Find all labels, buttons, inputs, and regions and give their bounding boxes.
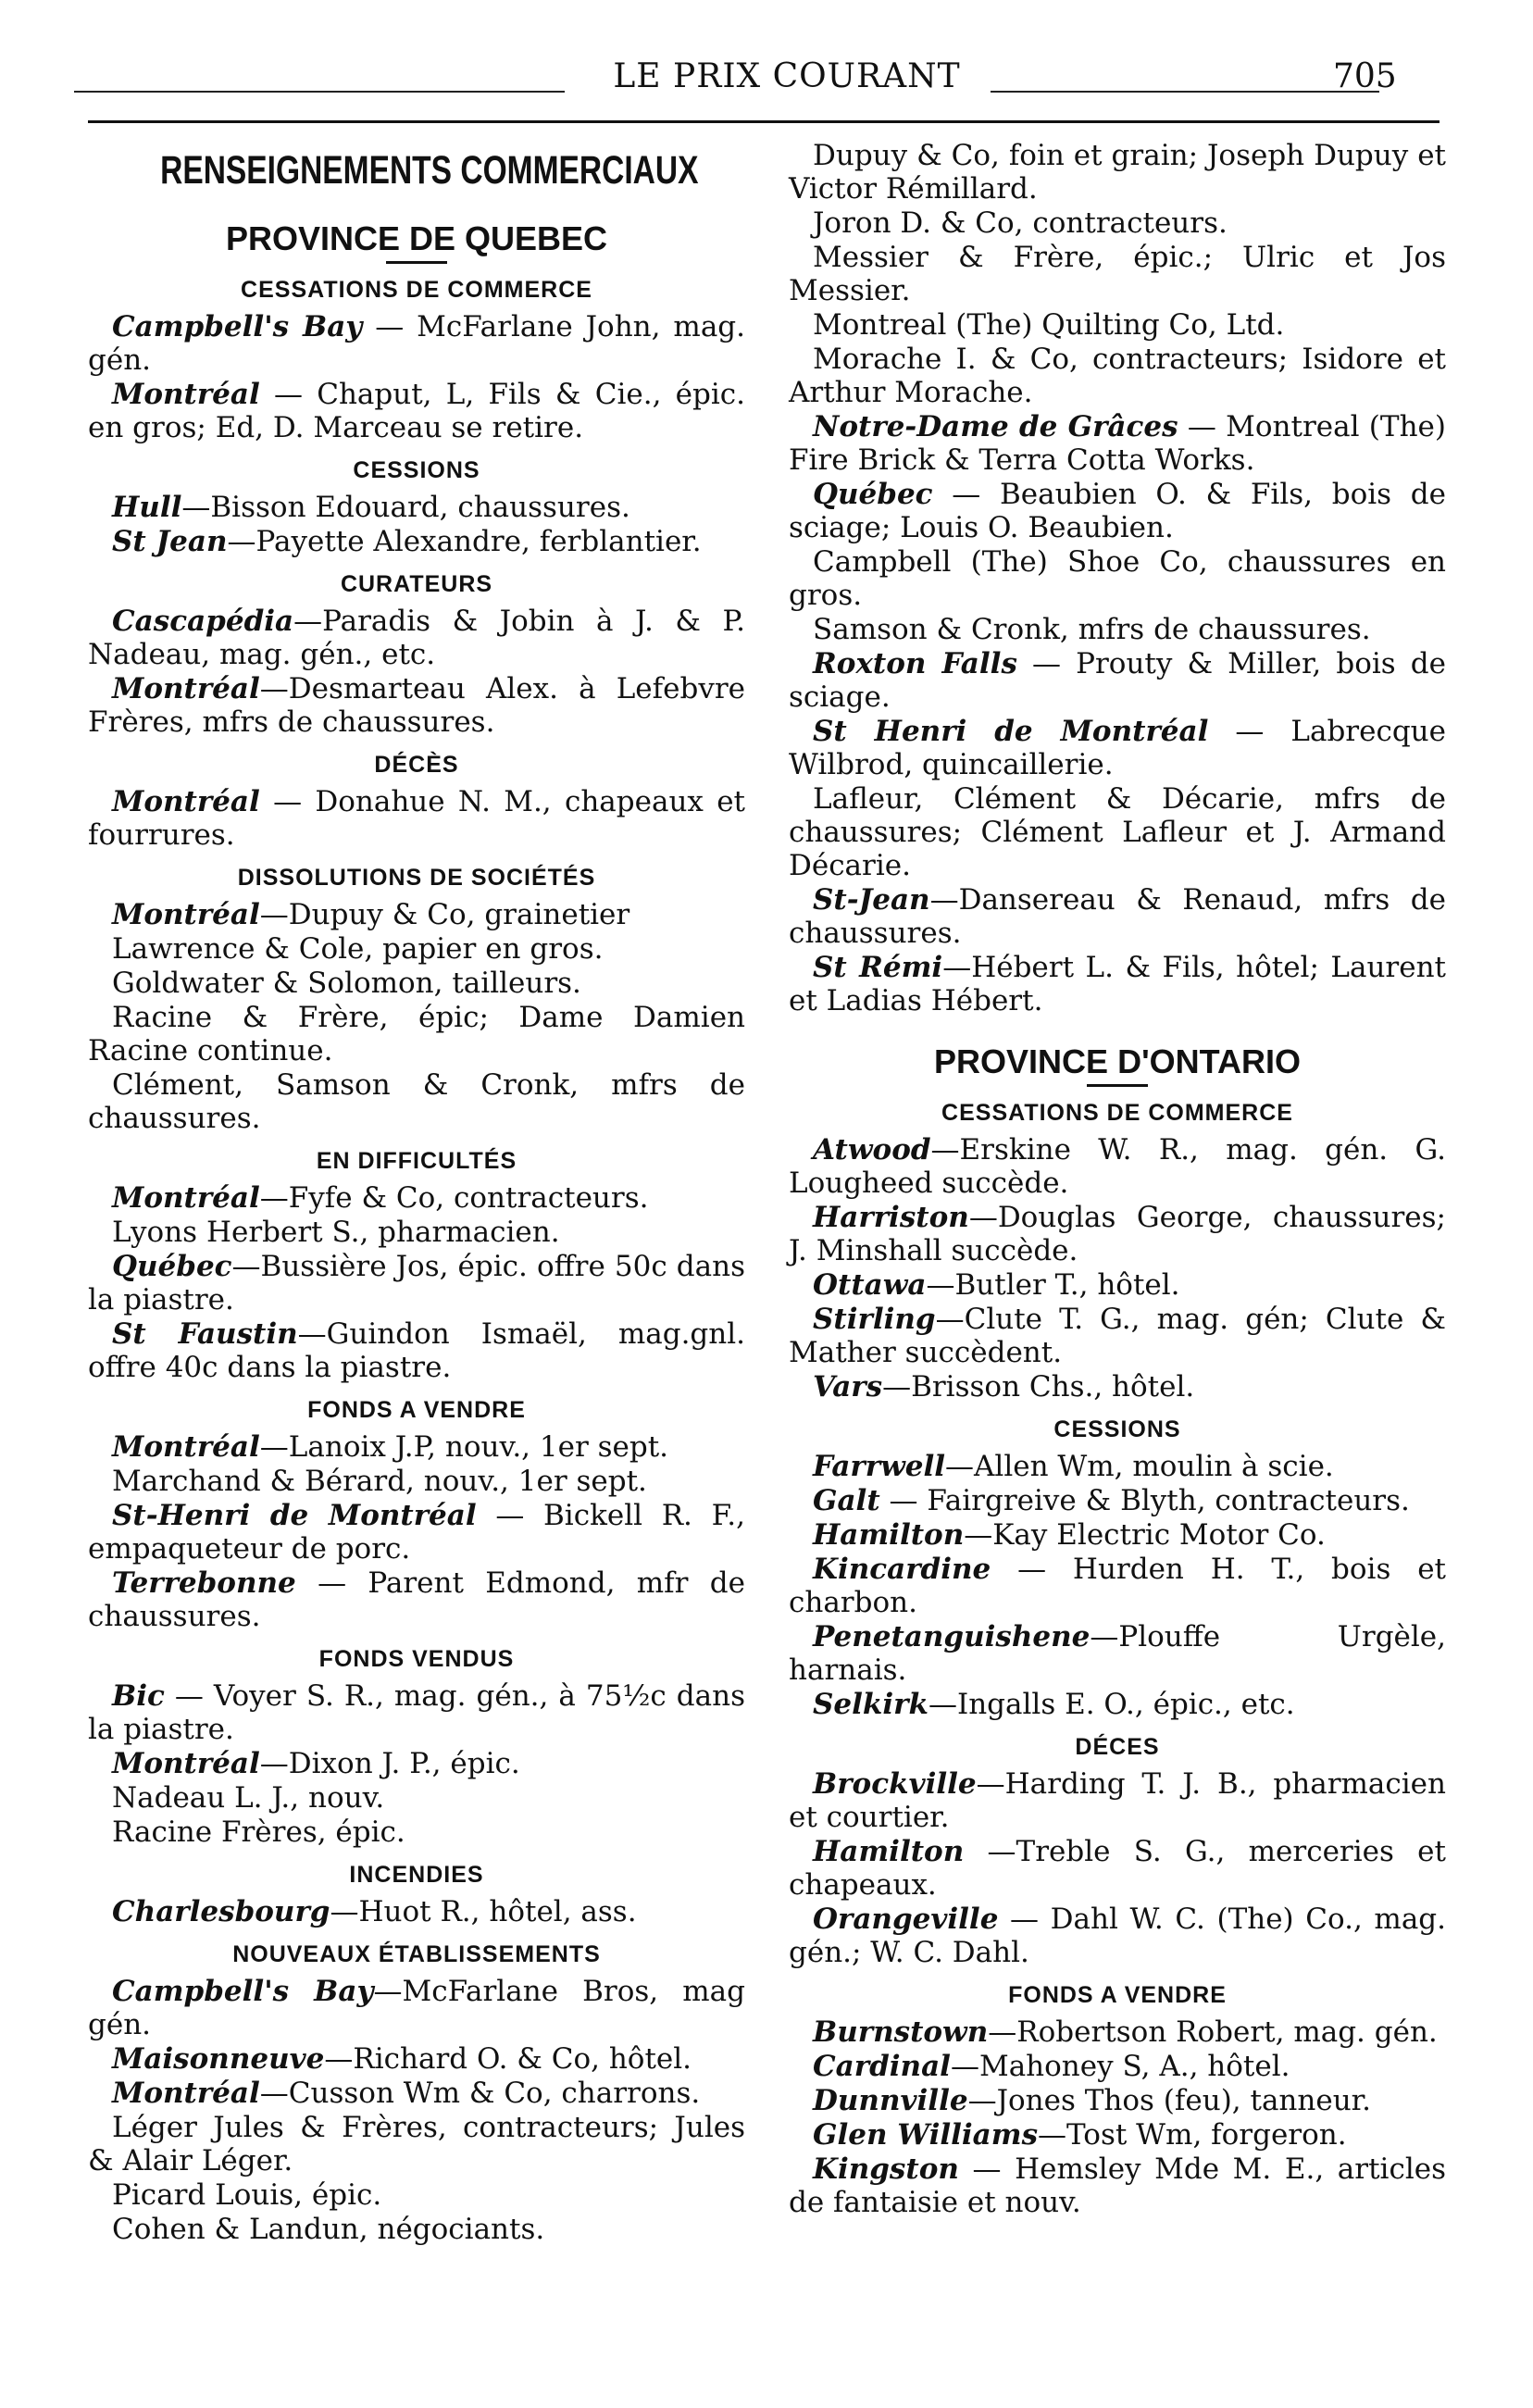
listing-text: Samson & Cronk, mfrs de chaussures. bbox=[813, 613, 1371, 646]
listing-place: Penetanguishene bbox=[813, 1620, 1091, 1653]
listing-entry bbox=[88, 605, 745, 671]
listing-text: —Erskine W. R., mag. gén. G. Lougheed succède. bbox=[789, 1133, 1446, 1200]
listing-text: — Dahl W. C. (The) Co., mag. gén.; W. C. Dahl. bbox=[789, 1903, 1446, 1969]
listing-place: St-Jean bbox=[813, 883, 930, 917]
listing-entry bbox=[789, 206, 1446, 240]
section-heading: CURATEURS bbox=[340, 571, 493, 597]
listing-text: —Clute T. G., mag. gén; Clute & Mather succèdent. bbox=[789, 1303, 1446, 1369]
listing-place: Montréal bbox=[112, 785, 260, 818]
listing-place: Stirling bbox=[813, 1303, 936, 1336]
listing-place: St Rémi bbox=[813, 951, 943, 984]
section-heading: FONDS A VENDRE bbox=[1008, 1982, 1227, 2008]
header-divider bbox=[88, 120, 1440, 123]
listing-entry bbox=[789, 2015, 1446, 2049]
listing-text: — Hemsley Mde M. E., articles de fantaisie et nouv. bbox=[789, 2152, 1446, 2219]
listing-entry bbox=[88, 1430, 745, 1464]
province-heading-quebec: PROVINCE DE QUEBEC bbox=[225, 219, 608, 257]
listing-entry bbox=[88, 1001, 745, 1067]
listing-text: — Labrecque Wilbrod, quincaillerie. bbox=[789, 715, 1446, 781]
listing-entry bbox=[789, 1133, 1446, 1200]
page-header bbox=[65, 57, 1435, 104]
listing-entry bbox=[88, 932, 745, 966]
listing-entry bbox=[88, 1975, 745, 2041]
listing-text: —Allen Wm, moulin à scie. bbox=[945, 1450, 1334, 1483]
section-heading: FONDS VENDUS bbox=[318, 1646, 515, 1672]
listing-place: Hamilton bbox=[813, 1518, 965, 1552]
header-rule-left bbox=[74, 91, 565, 93]
listing-entry bbox=[88, 672, 745, 739]
listing-entry bbox=[88, 1068, 745, 1135]
listing-place: Vars bbox=[813, 1370, 883, 1404]
listing-place: Bic bbox=[112, 1679, 165, 1713]
province-heading-ontario: PROVINCE D'ONTARIO bbox=[934, 1042, 1301, 1080]
page-number: 705 bbox=[1333, 57, 1397, 95]
listing-entry bbox=[789, 883, 1446, 950]
listing-entry bbox=[789, 1484, 1446, 1517]
listing-entry bbox=[789, 1903, 1446, 1969]
listing-entry bbox=[789, 545, 1446, 612]
listing-text: —Fyfe & Co, contracteurs. bbox=[259, 1181, 649, 1215]
listing-text: Racine & Frère, épic; Dame Damien Racine continue. bbox=[88, 1001, 745, 1067]
listing-entry bbox=[789, 647, 1446, 714]
listing-place: Ottawa bbox=[813, 1268, 927, 1302]
listing-entry bbox=[88, 2077, 745, 2110]
listing-entry bbox=[789, 1303, 1446, 1369]
listing-text: —Mahoney S, A., hôtel. bbox=[950, 2050, 1290, 2083]
listing-entry bbox=[789, 308, 1446, 342]
listing-text: — Donahue N. M., chapeaux et fourrures. bbox=[88, 785, 745, 852]
listing-place: Orangeville bbox=[813, 1903, 999, 1936]
listing-text: —Paradis & Jobin à J. & P. Nadeau, mag. gén., etc. bbox=[88, 605, 745, 671]
listing-text: — Prouty & Miller, bois de sciage. bbox=[789, 647, 1446, 714]
listing-place: Harriston bbox=[813, 1201, 969, 1234]
listing-entry bbox=[789, 1553, 1446, 1619]
listing-text: Lyons Herbert S., pharmacien. bbox=[112, 1216, 560, 1249]
listing-text: —Jones Thos (feu), tanneur. bbox=[967, 2084, 1371, 2117]
province-rule bbox=[1087, 1084, 1148, 1087]
listing-entry bbox=[789, 1518, 1446, 1552]
listing-entry bbox=[88, 1216, 745, 1249]
section-heading: DISSOLUTIONS DE SOCIÉTÉS bbox=[237, 865, 596, 891]
listing-place: Selkirk bbox=[813, 1688, 929, 1721]
province-rule bbox=[386, 261, 447, 264]
listing-place: Maisonneuve bbox=[112, 2042, 325, 2076]
listing-place: Montréal bbox=[112, 1181, 260, 1215]
listing-entry bbox=[789, 2050, 1446, 2083]
listing-text: Racine Frères, épic. bbox=[112, 1815, 405, 1849]
listing-text: — Montreal (The) Fire Brick & Terra Cotta Works. bbox=[789, 410, 1446, 477]
listing-entry bbox=[88, 378, 745, 444]
listing-text: —Dupuy & Co, grainetier bbox=[259, 898, 630, 931]
listing-place: Burnstown bbox=[813, 2015, 989, 2049]
listing-entry bbox=[789, 715, 1446, 781]
listing-entry bbox=[789, 410, 1446, 477]
listing-text: —Hébert L. & Fils, hôtel; Laurent et Ladias Hébert. bbox=[789, 951, 1447, 1017]
listing-entry bbox=[789, 1835, 1446, 1902]
listing-text: — McFarlane John, mag. gén. bbox=[88, 310, 745, 377]
main-title: RENSEIGNEMENTS COMMERCIAUX bbox=[160, 148, 699, 193]
listing-place: Campbell's Bay bbox=[112, 310, 363, 343]
listing-text: —Guindon Ismaël, mag.gnl. offre 40c dans la piastre. bbox=[88, 1317, 745, 1384]
listing-place: Hull bbox=[112, 491, 182, 524]
listing-text: —Tost Wm, forgeron. bbox=[1038, 2118, 1347, 2152]
listing-text: Lafleur, Clément & Décarie, mfrs de chaussures; Clément Lafleur et J. Armand Décarie. bbox=[789, 782, 1446, 882]
listing-place: Brockville bbox=[813, 1767, 977, 1801]
section-heading: CESSIONS bbox=[353, 457, 480, 483]
right-column bbox=[789, 139, 1446, 2220]
listing-entry bbox=[789, 2118, 1446, 2152]
listing-place: Roxton Falls bbox=[813, 647, 1017, 680]
listing-text: —Desmarteau Alex. à Lefebvre Frères, mfrs de chaussures. bbox=[88, 672, 745, 739]
listing-entry bbox=[88, 525, 745, 558]
section-heading: NOUVEAUX ÉTABLISSEMENTS bbox=[232, 1941, 601, 1967]
listing-place: Galt bbox=[813, 1484, 880, 1517]
listing-text: —Treble S. G., merceries et chapeaux. bbox=[789, 1835, 1446, 1902]
listing-entry bbox=[88, 1465, 745, 1498]
listing-entry bbox=[88, 1317, 745, 1384]
listing-text: —Lanoix J.P, nouv., 1er sept. bbox=[259, 1430, 669, 1464]
listing-place: Montréal bbox=[112, 1747, 260, 1780]
listing-entry bbox=[789, 782, 1446, 882]
listing-entry bbox=[789, 1268, 1446, 1302]
listing-text: —Brisson Chs., hôtel. bbox=[882, 1370, 1195, 1404]
quebec-continuation bbox=[789, 139, 1446, 1017]
listing-text: Montreal (The) Quilting Co, Ltd. bbox=[813, 308, 1285, 342]
ontario-sections bbox=[789, 1096, 1446, 2219]
listing-entry bbox=[88, 1566, 745, 1633]
listing-place: Notre-Dame de Grâces bbox=[813, 410, 1178, 443]
listing-text: —Cusson Wm & Co, charrons. bbox=[259, 2077, 701, 2110]
listing-text: Joron D. & Co, contracteurs. bbox=[813, 206, 1228, 240]
listing-text: Clément, Samson & Cronk, mfrs de chaussures. bbox=[88, 1068, 745, 1135]
section-heading: INCENDIES bbox=[349, 1862, 484, 1888]
listing-text: Goldwater & Solomon, tailleurs. bbox=[112, 967, 581, 1000]
listing-place: St-Henri de Montréal bbox=[112, 1499, 477, 1532]
listing-text: —Ingalls E. O., épic., etc. bbox=[928, 1688, 1295, 1721]
listing-text: — Voyer S. R., mag. gén., à 75½c dans la piastre. bbox=[88, 1679, 745, 1746]
listing-entry bbox=[789, 2152, 1446, 2219]
listing-entry bbox=[789, 1201, 1446, 1267]
listing-text: —Bussière Jos, épic. offre 50c dans la piastre. bbox=[88, 1250, 745, 1316]
listing-entry bbox=[789, 613, 1446, 646]
listing-entry bbox=[789, 1620, 1446, 1687]
listing-text: — Beaubien O. & Fils, bois de sciage; Louis O. Beaubien. bbox=[789, 478, 1446, 544]
listing-text: Marchand & Bérard, nouv., 1er sept. bbox=[112, 1465, 647, 1498]
listing-text: —Dixon J. P., épic. bbox=[259, 1747, 520, 1780]
section-heading: FONDS A VENDRE bbox=[307, 1397, 526, 1423]
listing-place: Charlesbourg bbox=[112, 1895, 330, 1928]
listing-entry bbox=[789, 2084, 1446, 2117]
listing-entry bbox=[789, 1370, 1446, 1404]
section-heading: CESSATIONS DE COMMERCE bbox=[941, 1100, 1293, 1126]
listing-entry bbox=[88, 1250, 745, 1316]
listing-entry bbox=[88, 2178, 745, 2212]
listing-place: Montréal bbox=[112, 378, 260, 411]
listing-place: Campbell's Bay bbox=[112, 1975, 374, 2008]
listing-text: —Huot R., hôtel, ass. bbox=[330, 1895, 637, 1928]
section-heading: DÉCES bbox=[1075, 1734, 1160, 1760]
listing-text: —Payette Alexandre, ferblantier. bbox=[227, 525, 702, 558]
header-rule-right bbox=[991, 91, 1379, 93]
listing-text: Lawrence & Cole, papier en gros. bbox=[112, 932, 604, 966]
left-column bbox=[88, 139, 745, 2247]
listing-place: Atwood bbox=[813, 1133, 931, 1167]
listing-text: Campbell (The) Shoe Co, chaussures en gros. bbox=[789, 545, 1446, 612]
listing-entry bbox=[88, 1781, 745, 1815]
section-heading: CESSIONS bbox=[1053, 1416, 1181, 1442]
listing-place: Montréal bbox=[112, 898, 260, 931]
section-heading: EN DIFFICULTÉS bbox=[316, 1148, 517, 1174]
listing-place: Québec bbox=[112, 1250, 232, 1283]
listing-place: St Henri de Montréal bbox=[813, 715, 1209, 748]
listing-entry bbox=[88, 1895, 745, 1928]
listing-entry bbox=[789, 1688, 1446, 1721]
listing-entry bbox=[88, 1499, 745, 1566]
listing-text: —Plouffe Urgèle, harnais. bbox=[789, 1620, 1446, 1687]
listing-place: Hamilton bbox=[813, 1835, 965, 1868]
listing-text: — Chaput, L, Fils & Cie., épic. en gros; Ed, D. Marceau se retire. bbox=[88, 378, 745, 444]
listing-entry bbox=[88, 491, 745, 524]
quebec-sections bbox=[88, 273, 745, 2246]
listing-place: Dunnville bbox=[813, 2084, 968, 2117]
listing-place: Kincardine bbox=[813, 1553, 991, 1586]
listing-entry bbox=[88, 967, 745, 1000]
listing-entry bbox=[88, 310, 745, 377]
listing-text: —Dansereau & Renaud, mfrs de chaussures. bbox=[789, 883, 1446, 950]
listing-text: — Parent Edmond, mfr de chaussures. bbox=[88, 1566, 745, 1633]
listing-entry bbox=[88, 2042, 745, 2076]
listing-entry bbox=[88, 1747, 745, 1780]
listing-place: Montréal bbox=[112, 672, 260, 705]
listing-place: Québec bbox=[813, 478, 933, 511]
listing-place: St Jean bbox=[112, 525, 228, 558]
listing-entry bbox=[789, 241, 1446, 307]
listing-place: Glen Williams bbox=[813, 2118, 1039, 2152]
listing-entry bbox=[789, 478, 1446, 544]
section-heading: CESSATIONS DE COMMERCE bbox=[241, 277, 592, 303]
listing-text: —Butler T., hôtel. bbox=[926, 1268, 1180, 1302]
listing-entry bbox=[789, 1767, 1446, 1834]
listing-text: — Fairgreive & Blyth, contracteurs. bbox=[879, 1484, 1410, 1517]
listing-text: Cohen & Landun, négociants. bbox=[112, 2213, 545, 2246]
listing-text: Picard Louis, épic. bbox=[112, 2178, 382, 2212]
listing-text: —McFarlane Bros, mag gén. bbox=[88, 1975, 745, 2041]
listing-entry bbox=[88, 898, 745, 931]
listing-entry bbox=[88, 785, 745, 852]
listing-entry bbox=[88, 2111, 745, 2177]
listing-text: Léger Jules & Frères, contracteurs; Jules & Alair Léger. bbox=[88, 2111, 745, 2177]
running-title: LE PRIX COURANT bbox=[613, 57, 961, 95]
listing-entry bbox=[88, 1181, 745, 1215]
listing-text: Dupuy & Co, foin et grain; Joseph Dupuy et Victor Rémillard. bbox=[789, 139, 1446, 206]
listing-text: — Bickell R. F., empaqueteur de porc. bbox=[88, 1499, 745, 1566]
listing-text: —Douglas George, chaussures; J. Minshall succède. bbox=[789, 1201, 1446, 1267]
listing-place: Farrwell bbox=[813, 1450, 946, 1483]
listing-text: Messier & Frère, épic.; Ulric et Jos Messier. bbox=[789, 241, 1446, 307]
listing-place: Montréal bbox=[112, 2077, 260, 2110]
listing-entry bbox=[88, 1679, 745, 1746]
listing-text: —Kay Electric Motor Co. bbox=[964, 1518, 1326, 1552]
listing-entry bbox=[88, 2213, 745, 2246]
listing-place: Montréal bbox=[112, 1430, 260, 1464]
listing-entry bbox=[789, 139, 1446, 206]
listing-text: —Robertson Robert, mag. gén. bbox=[988, 2015, 1438, 2049]
listing-place: Terrebonne bbox=[112, 1566, 296, 1600]
listing-entry bbox=[789, 1450, 1446, 1483]
listing-text: — Hurden H. T., bois et charbon. bbox=[789, 1553, 1446, 1619]
listing-place: Cascapédia bbox=[112, 605, 294, 638]
listing-place: Cardinal bbox=[813, 2050, 951, 2083]
listing-text: Nadeau L. J., nouv. bbox=[112, 1781, 385, 1815]
listing-text: —Bisson Edouard, chaussures. bbox=[181, 491, 630, 524]
listing-text: —Harding T. J. B., pharmacien et courtier. bbox=[789, 1767, 1446, 1834]
listing-entry bbox=[789, 343, 1446, 409]
listing-place: St Faustin bbox=[112, 1317, 298, 1351]
listing-text: —Richard O. & Co, hôtel. bbox=[324, 2042, 692, 2076]
listing-entry bbox=[88, 1815, 745, 1849]
listing-entry bbox=[789, 951, 1446, 1017]
section-heading: DÉCÈS bbox=[374, 752, 459, 778]
listing-text: Morache I. & Co, contracteurs; Isidore et Arthur Morache. bbox=[789, 343, 1446, 409]
listing-place: Kingston bbox=[813, 2152, 959, 2186]
